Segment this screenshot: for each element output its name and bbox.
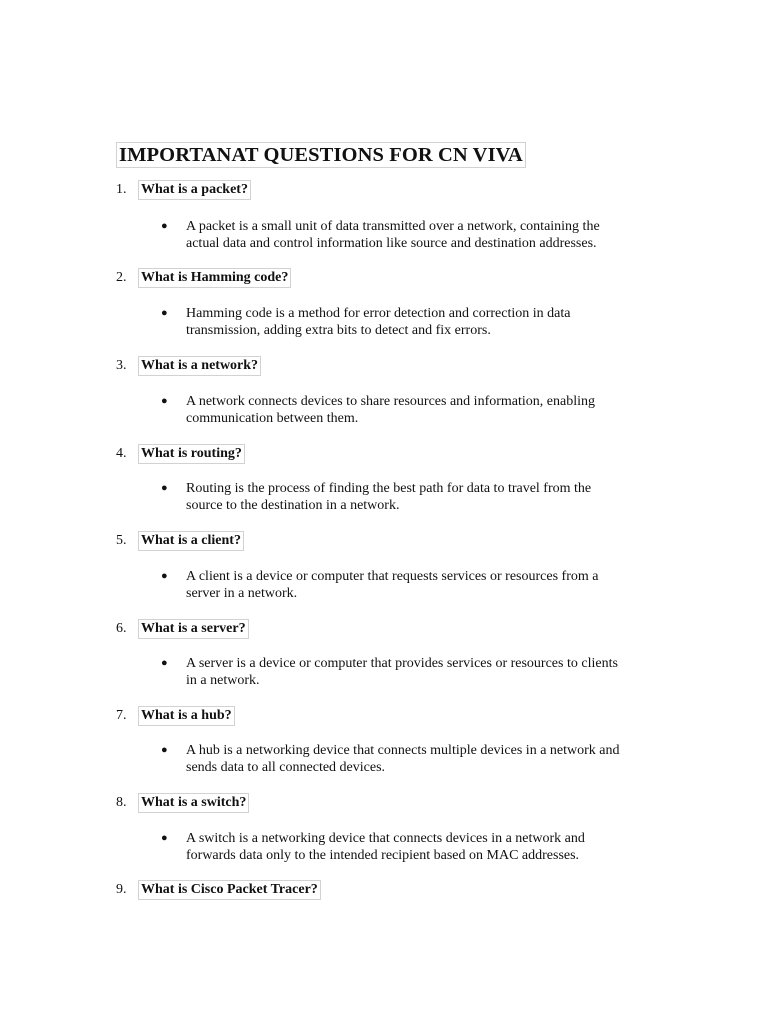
answer-line: A switch is a networking device that connects devices in a network and [186,831,585,846]
bullet-icon: ● [161,220,168,232]
question-number: 6. [116,621,127,636]
bullet-icon: ● [161,744,168,756]
document-title: IMPORTANAT QUESTIONS FOR CN VIVA [116,142,526,168]
answer-line: A client is a device or computer that requests services or resources from a [186,569,599,584]
answer-line: forwards data only to the intended recipient based on MAC addresses. [186,848,580,863]
question-heading: What is a switch? [138,793,249,813]
answer-line: communication between them. [186,411,359,426]
answer-line: actual data and control information like source and destination addresses. [186,236,597,251]
answer-line: Hamming code is a method for error detection and correction in data [186,306,571,321]
bullet-icon: ● [161,482,168,494]
question-number: 5. [116,533,127,548]
question-number: 8. [116,795,127,810]
answer-line: Routing is the process of finding the best path for data to travel from the [186,481,592,496]
question-number: 2. [116,270,127,285]
bullet-icon: ● [161,395,168,407]
answer-line: sends data to all connected devices. [186,760,386,775]
answer-line: in a network. [186,673,260,688]
question-number: 9. [116,882,127,897]
bullet-icon: ● [161,832,168,844]
question-heading: What is a server? [138,619,249,639]
bullet-icon: ● [161,657,168,669]
question-heading: What is a network? [138,356,261,376]
question-heading: What is a packet? [138,180,251,200]
bullet-icon: ● [161,570,168,582]
answer-line: A packet is a small unit of data transmitted over a network, containing the [186,219,600,234]
answer-line: A network connects devices to share resources and information, enabling [186,394,595,409]
answer-line: source to the destination in a network. [186,498,400,513]
answer-line: A server is a device or computer that provides services or resources to clients [186,656,618,671]
answer-line: A hub is a networking device that connects multiple devices in a network and [186,743,620,758]
question-heading: What is routing? [138,444,245,464]
question-heading: What is a hub? [138,706,235,726]
question-heading: What is a client? [138,531,244,551]
question-heading: What is Cisco Packet Tracer? [138,880,321,900]
question-number: 4. [116,446,127,461]
bullet-icon: ● [161,307,168,319]
question-number: 1. [116,182,127,197]
question-number: 3. [116,358,127,373]
answer-line: server in a network. [186,586,298,601]
answer-line: transmission, adding extra bits to detect and fix errors. [186,323,491,338]
question-number: 7. [116,708,127,723]
question-heading: What is Hamming code? [138,268,291,288]
